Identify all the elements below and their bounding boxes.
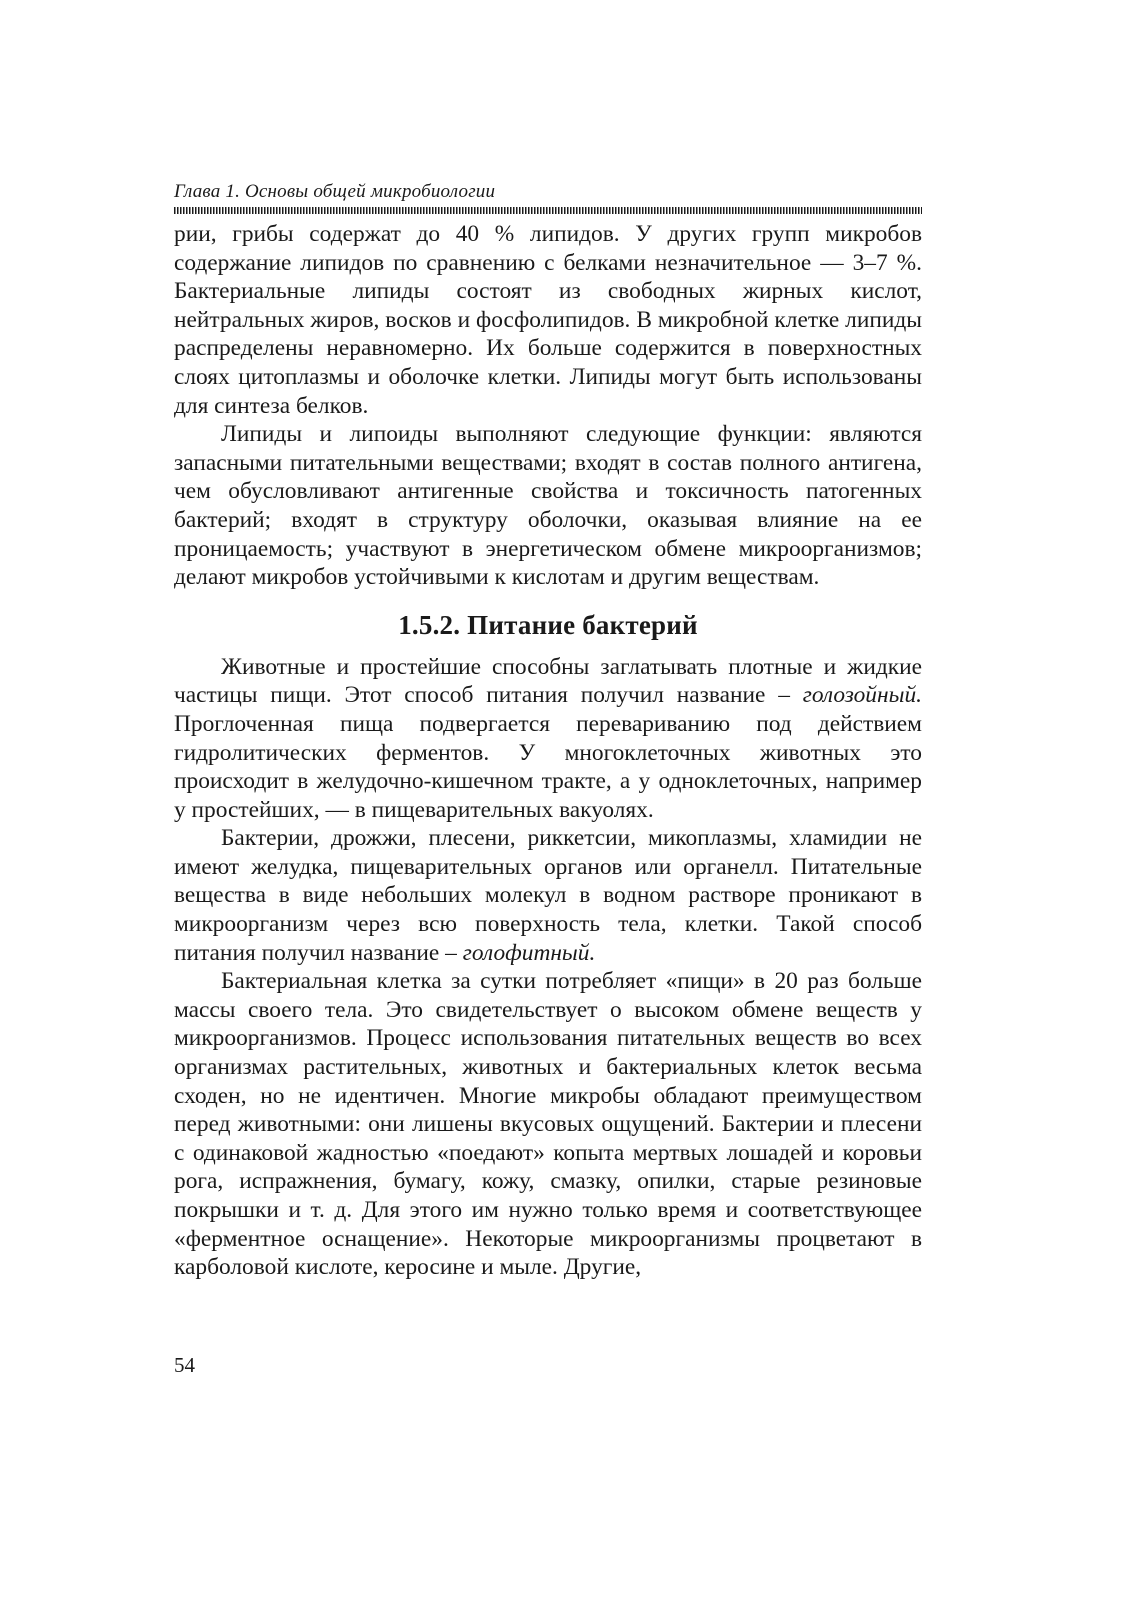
paragraph-holophytic (174, 824, 922, 967)
running-header: Глава 1. Основы общей микробиологии (174, 181, 496, 202)
paragraph-metabolism: Бактериальная клетка за сутки потребляет «пищи» в 20 раз больше массы своего тела. Это свидетельствует о высоком обмене веществ у микроорганизмов. Процесс использования питательных веществ во всех организмах растительных, животных и бактериальных клеток весьма сходен, но не идентичен. Многие микробы обладают преимуществом перед животными: они лишены вкусовых ощущений. Бактерии и плесени с одинаковой жадностью «поедают» копыта мертвых лошадей и коровьи рога, испражнения, бумагу, кожу, смазку, опилки, старые резиновые покрышки и т. д. Для этого им нужно только время и соответствующее «ферментное оснащение». Некоторые микроорганизмы процветают в карболовой кислоте, керосине и мыле. Другие, (174, 968, 922, 1281)
paragraph-text: Бактерии, дрожжи, плесени, риккетсии, микоплазмы, хламидии не имеют желудка, пищеварительных органов или органелл. Питательные вещества в виде небольших молекул в водном растворе проникают в микроорганизм через всю поверхность тела, клетки. Такой способ питания получил название – (174, 825, 922, 966)
paragraph-lipids-content: рии, грибы содержат до 40 % липидов. У других групп микробов содержание липидов по сравнению с белками незначительное — 3–7 %. Бактериальные липиды состоят из свободных жирных кислот, нейтральных жиров, восков и фосфолипидов. В микробной клетке липиды распределены неравномерно. Их больше содержится в поверхностных слоях цитоплазмы и оболочке клетки. Липиды могут быть использованы для синтеза белков. (174, 221, 922, 419)
paragraph-text: Проглоченная пища подвергается перевариванию под действием гидролитических ферментов. У многоклеточных животных это происходит в желудочно-кишечном тракте, а у одноклеточных, например у простейших, — в пищеварительных вакуолях. (174, 710, 922, 823)
paragraph-lipids-functions: Липиды и липоиды выполняют следующие функции: являются запасными питательными веществами; входят в состав полного антигена, чем обусловливают антигенные свойства и токсичность патогенных бактерий; входят в структуру оболочки, оказывая влияние на ее проницаемость; участвуют в энергетическом обмене микроорганизмов; делают микробов устойчивыми к кислотам и другим веществам. (174, 421, 922, 591)
paragraph-holozoic (174, 653, 922, 825)
section-heading: 1.5.2. Питание бактерий (398, 609, 698, 640)
body-text (174, 220, 922, 1282)
page-content (174, 180, 922, 1282)
term-holozoic: голозойный. (802, 682, 922, 709)
paragraph-text: Животные и простейшие способны заглатывать плотные и жидкие частицы пищи. Этот способ питания получил название – (174, 653, 922, 709)
term-holophytic: голофитный. (462, 939, 596, 966)
page-number: 54 (174, 1353, 195, 1377)
header-rule (174, 207, 922, 214)
